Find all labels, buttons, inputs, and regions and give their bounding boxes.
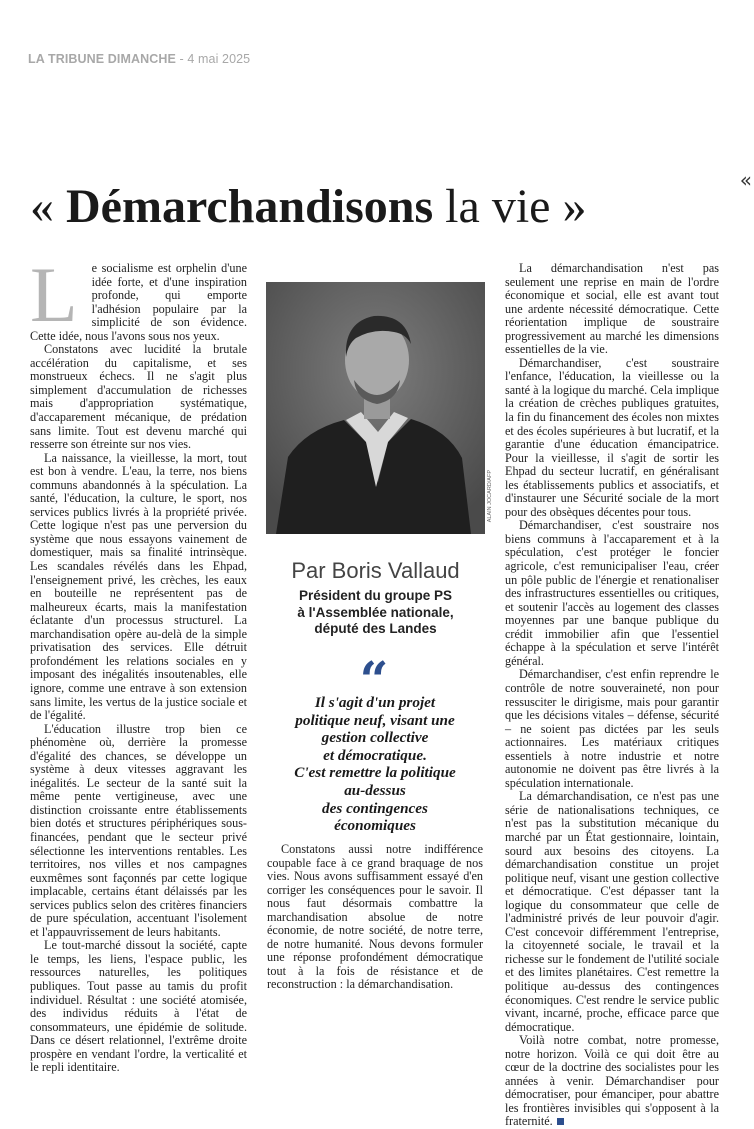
paragraph: Le tout-marché dissout la société, capte le temps, les liens, l'espace public, les ressources naturelles, les politiques publiques. Tout passe au tamis du profit individuel. Résultat : une société atomisée, des individus réduits à l'état de consommateurs, une épidémie de solitude. Dans ce désert relationnel, l'extrême droite prospère en vendant l'ordre, la verticalité et le repli identitaire. [30,938,247,1075]
quote-mark-icon: “ [359,650,389,709]
title-bold-word: Démarchandisons [66,180,434,233]
paragraph: Démarchandiser, c'est soustraire nos biens communs à l'accaparement et à la spéculation, c'est protéger le foncier agricole, c'est remunicipaliser l'eau, créer un pôle public de l'énergie et renationaliser des infrastructures essentielles ou critiques, et soutenir l'accès au logement des classes moyennes par une banque publique du crédit immobilier afin que l'essentiel échappe à la spéculation et serve l'intérêt général. [505,518,719,668]
article-column-2 [267,843,483,992]
role-line: député des Landes [314,621,437,636]
paragraph: Voilà notre combat, notre promesse, notre horizon. Voilà ce qui doit être au cœur de la doctrine des socialistes pour les années à venir. Démarchandiser pour démocratiser, pour émanciper, pour abattre les frontières invisibles qui s'opposent à la fraternité. [505,1033,719,1129]
article-title [30,178,586,236]
title-rest: la vie » [433,180,587,233]
role-line: à l'Assemblée nationale, [297,604,454,620]
paragraph: L e socialisme est orphelin d'une idée forte, et d'une inspiration profonde, qui emporte l'adhésion populaire par la simplicité de son évidence. Cette idée, nous l'avons sous nos yeux. [30,251,247,343]
author-byline: Par Boris Vallaud [291,558,460,583]
paragraph: La démarchandisation, ce n'est pas une série de nationalisations techniques, ce n'est pas la substitution mécanique du marché par un État gestionnaire, lointain, sourd aux besoins des citoyens. La démarchandisation constitue un projet politique neuf, visant une gestion collective et démocratique. C'est dépasser tant la logique du consommateur que celle de l'administré privés de leur pouvoir d'agir. C'est concevoir différemment l'entreprise, la citoyenneté sociale, le travail et la richesse sur le fondement de l'utilité sociale et des limites planétaires. C'est remettre la politique au-dessus des contingences économiques. C'est rendre le service public vivant, incarné, proche, efficace parce que démocratique. [505,789,719,1034]
paragraph: L'éducation illustre trop bien ce phénomène où, derrière la promesse d'égalité des chances, se développe un système à deux vitesses aggravant les inégalités. Le secteur de la santé suit la même pente vertigineuse, avec une distinction croissante entre établissements bien dotés et structures périphériques sous-financées, pendant que le secteur privé sélectionne les interventions rentables. Les territoires, nos villes et nos campagnes euxmêmes sont façonnés par cette logique implacable, certains étant délaissés par les services publics selon des critères financiers de pure spéculation, accentuant l'isolement et l'appauvrissement de leurs habitants. [30,721,247,939]
title-open-quote: « [30,180,66,233]
paragraph: Démarchandiser, c'est soustraire l'enfance, l'éducation, la vieillesse ou la santé à la logique du marché. Cela implique la création de crèches publiques gratuites, la fin du financement des écoles non mixtes et des écoles supérieures à but lucratif, et la garantie d'une éducation émancipatrice. Pour la vieillesse, il s'agit de sortir les Ehpad du secteur lucratif, en généralisant les établissements publics et associatifs, et d'instaurer une Sécurité sociale de la mort pour des obsèques décentes pour tous. [505,355,719,519]
article-column-1 [30,251,247,1075]
author-photo [266,282,485,534]
paragraph: La naissance, la vieillesse, la mort, tout est bon à vendre. L'eau, la terre, nos biens communs abandonnés à la spéculation. La santé, l'éducation, la culture, le sport, nos services publics livrés à la propriété privée. Cette logique n'est pas une perversion du système que nous essayons vainement de domestiquer, mais sa finalité intrinsèque. Les scandales révélés dans les Ehpad, l'enseignement privé, les crèches, les eaux en bouteille ne représentent pas de malheureux écarts, mais la manifestation éclatante d'un processus structurel. La marchandisation opère au-delà de la simple privatisation des services. Elle détruit profondément les relations sociales en y imposant des inégalités insoutenables, elle ignore, comme une entrave à son extension sans limite, les vertus de la justice sociale et de l'égalité. [30,450,247,723]
next-page-quote-mark: « [739,168,752,192]
end-mark-icon [557,1118,564,1125]
issue-date: - 4 mai 2025 [179,52,251,66]
paragraph: La démarchandisation n'est pas seulement une reprise en main de l'ordre économique et social, elle est avant tout une ardente nécessité démocratique. Cette réorientation implique de soustraire progressivement au marché les dimensions essentielles de la vie. [505,261,719,357]
paragraph: Démarchandiser, c'est enfin reprendre le contrôle de notre souveraineté, non pour ressusciter le dirigisme, mais pour garantir que les décisions vitales – défense, sécurité – ne soient pas dictées par les seuls actionnaires. Les matériaux critiques essentiels à notre industrie et notre autonomie ne doivent pas être livrés à la spéculation internationale. [505,667,719,790]
paragraph: Constatons avec lucidité la brutale accélération du capitalisme, et ses monstrueux échecs. Il ne s'agit plus simplement d'accumulation de richesses mais d'appropriation systématique, d'accaparement mécanique, de prédation sans limite. Tout est devenu marché qui resserre son étreinte sur nos vies. [30,342,247,452]
role-line: Président du groupe PS [298,588,453,603]
author-role [266,588,485,638]
author-portrait-image [266,282,485,534]
publication-name: LA TRIBUNE DIMANCHE [28,52,176,66]
paragraph: Constatons aussi notre indifférence coupable face à ce grand braquage de nos vies. Nous avons suffisamment essayé d'en corriger les conséquences pour le savoir. Il nous faut désormais combattre la marchandisation absolue de notre économie, de notre société, de notre terre, de notre humanité. Nous devons formuler une réponse profondément démocratique tout à la fois de résistance et de reconstruction : la démarchandisation. [267,842,483,992]
photo-credit: ALAIN JOCARD/AFP [487,470,493,523]
pull-quote: Il s'agit d'un projet politique neuf, visant une gestion collective et démocratique. C'est remettre la politique au-dessus des contingences économiques [294,694,456,835]
page-header [28,52,250,66]
drop-cap: L [30,251,78,338]
article-column-3 [505,262,719,1129]
